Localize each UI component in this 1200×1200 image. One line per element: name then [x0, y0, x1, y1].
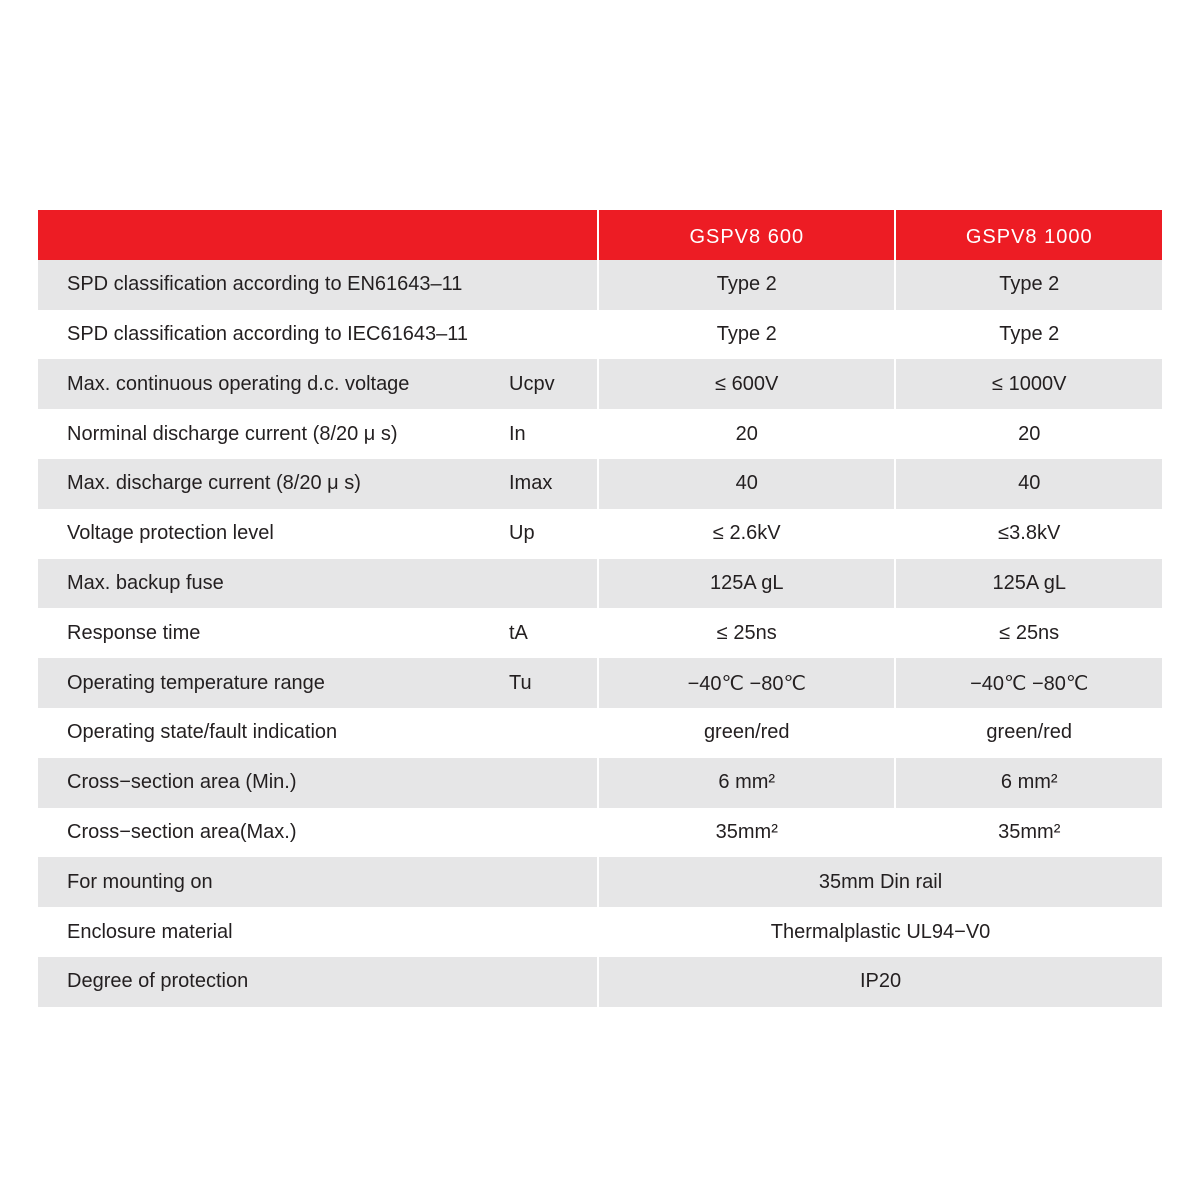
table-row — [38, 957, 1162, 1007]
table-row — [38, 658, 1162, 708]
parameter-symbol: tA — [509, 621, 528, 644]
value-gspv8-1000: 35mm² — [998, 820, 1061, 843]
parameter-cell — [38, 359, 597, 409]
value-gspv8-600: Type 2 — [716, 322, 777, 345]
header-gspv8-600: GSPV8 600 — [599, 210, 894, 260]
value-gspv8-1000: 20 — [1018, 422, 1041, 445]
value-gspv8-1000: −40℃ −80℃ — [896, 658, 1162, 708]
parameter-cell — [38, 808, 597, 858]
parameter-label: Response time — [67, 621, 201, 644]
table-row — [38, 857, 1162, 907]
table-row — [38, 808, 1162, 858]
parameter-symbol: Up — [509, 522, 535, 545]
value-gspv8-1000: Type 2 — [999, 322, 1060, 345]
value-gspv8-600: Type 2 — [599, 260, 894, 310]
header-parameter — [38, 210, 597, 260]
table-row — [38, 758, 1162, 808]
parameter-cell — [38, 409, 597, 459]
table-row — [38, 459, 1162, 509]
value-gspv8-600: −40℃ −80℃ — [599, 658, 894, 708]
value-gspv8-1000: Type 2 — [896, 260, 1162, 310]
value-gspv8-600: ≤ 25ns — [716, 621, 777, 644]
value-gspv8-600: 35mm² — [715, 820, 778, 843]
parameter-label: Enclosure material — [67, 920, 233, 943]
parameter-label: Max. discharge current (8/20 μ s) — [67, 472, 361, 495]
parameter-cell — [38, 260, 597, 310]
parameter-cell — [38, 509, 597, 559]
parameter-cell — [38, 708, 597, 758]
parameter-label: Operating temperature range — [67, 671, 325, 694]
parameter-cell — [38, 658, 597, 708]
parameter-label: Cross−section area (Min.) — [67, 771, 297, 794]
value-gspv8-600: 6 mm² — [599, 758, 894, 808]
table-row — [38, 409, 1162, 459]
value-both: IP20 — [599, 957, 1162, 1007]
table-row — [38, 509, 1162, 559]
parameter-symbol: Tu — [509, 671, 532, 694]
value-gspv8-1000: ≤3.8kV — [998, 522, 1061, 545]
value-gspv8-600: 20 — [735, 422, 758, 445]
parameter-symbol: Ucpv — [509, 372, 555, 395]
parameter-symbol: In — [509, 422, 526, 445]
parameter-label: Max. backup fuse — [67, 571, 224, 594]
parameter-cell — [38, 957, 597, 1007]
parameter-label: For mounting on — [67, 870, 213, 893]
parameter-cell — [38, 608, 597, 658]
value-both: Thermalplastic UL94−V0 — [770, 920, 991, 943]
value-gspv8-1000: 40 — [896, 459, 1162, 509]
parameter-cell — [38, 559, 597, 609]
table-row — [38, 260, 1162, 310]
value-gspv8-1000: ≤ 1000V — [896, 359, 1162, 409]
value-gspv8-600: green/red — [703, 721, 790, 744]
parameter-label: Norminal discharge current (8/20 μ s) — [67, 422, 398, 445]
value-gspv8-1000: 125A gL — [896, 559, 1162, 609]
value-gspv8-600: 40 — [599, 459, 894, 509]
parameter-cell — [38, 758, 597, 808]
table-row — [38, 359, 1162, 409]
parameter-label: Cross−section area(Max.) — [67, 820, 297, 843]
table-row — [38, 310, 1162, 360]
table-row — [38, 907, 1162, 957]
parameter-label: Voltage protection level — [67, 522, 274, 545]
parameter-cell — [38, 907, 597, 957]
parameter-cell — [38, 857, 597, 907]
value-gspv8-600: 125A gL — [599, 559, 894, 609]
table-header — [38, 210, 1162, 260]
parameter-label: SPD classification according to EN61643–11 — [67, 273, 463, 296]
parameter-cell — [38, 459, 597, 509]
parameter-cell — [38, 310, 597, 360]
parameter-label: Degree of protection — [67, 970, 249, 993]
parameter-symbol: Imax — [509, 472, 553, 495]
value-gspv8-1000: 6 mm² — [896, 758, 1162, 808]
value-gspv8-1000: green/red — [986, 721, 1073, 744]
value-gspv8-1000: ≤ 25ns — [999, 621, 1060, 644]
parameter-label: SPD classification according to IEC61643–11 — [67, 322, 468, 345]
table-row — [38, 608, 1162, 658]
spec-table — [38, 210, 1162, 1007]
table-row — [38, 708, 1162, 758]
value-gspv8-600: ≤ 2.6kV — [712, 522, 781, 545]
value-gspv8-600: ≤ 600V — [599, 359, 894, 409]
parameter-label: Operating state/fault indication — [67, 721, 338, 744]
table-row — [38, 559, 1162, 609]
parameter-label: Max. continuous operating d.c. voltage — [67, 372, 410, 395]
value-both: 35mm Din rail — [599, 857, 1162, 907]
header-gspv8-1000: GSPV8 1000 — [896, 210, 1162, 260]
